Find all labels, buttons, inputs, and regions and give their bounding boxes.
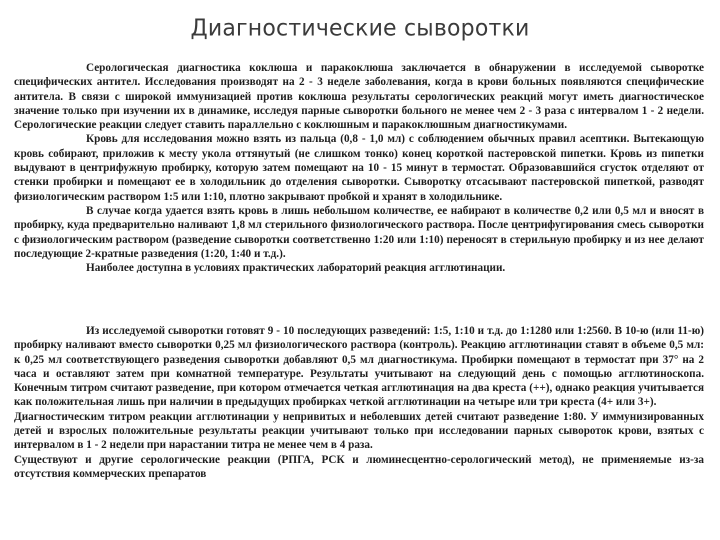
paragraph-small-volume: В случае когда удается взять кровь в лишь небольшом количестве, ее набирают в количестве 0,2 или 0,5 мл и вносят в пробирку, куда предварительно наливают 1,8 мл стерильного физиологического раствора. После центрифугирования смесь сыворотки с физиологическим раствором (разведение сыворотки соответственно 1:20 или 1:10) переносят в стерильную пробирку и из нее делают последующие 2-кратные разведения (1:20, 1:40 и т.д.). (14, 204, 704, 260)
paragraph-blood-collection: Кровь для исследования можно взять из пальца (0,8 - 1,0 мл) с соблюдением обычных правил асептики. Вытекающую кровь собирают, приложив к месту укола оттянутый (не слишком тонко) конец короткой пастеровской пипетки. Кровь из пипетки выдувают в центрифужную пробирку, которую затем помещают на 10 - 15 минут в термостат. Образовавшийся сгусток отделяют от стенки пробирки и помещают ее в холодильник до отделения сыворотки. Сыворотку отсасывают пастеровской пипеткой, разводят физиологическим раствором 1:5 или 1:10, плотно закрывают пробкой и хранят в холодильнике. (14, 133, 704, 203)
paragraph-dilutions: Из исследуемой сыворотки готовят 9 - 10 последующих разведений: 1:5, 1:10 и т.д. до 1:1280 или 1:2560. В 10-ю (или 11-ю) пробирку наливают вместо сыворотки 0,25 мл физиологического раствора (контроль). Реакцию агглютинации ставят в объеме 0,5 мл: к 0,25 мл соответствующего разведения сыворотки добавляют 0,5 мл диагностикума. Пробирки помещают в термостат при 37° на 2 часа и оставляют затем при комнатной температуре. Результаты учитывают на следующий день с помощью агглютиноскопа. Конечным титром считают разведение, при котором отмечается четкая агглютинация на два креста (++), однако реакция учитывается как положительная лишь при наличии в предыдущих пробирках четкой агглютинации на четыре или три креста (4+ или 3+). (14, 325, 704, 409)
paragraph-other-reactions: Существуют и другие серологические реакции (РПГА, РСК и люминесцентно-серологический метод), не применяемые из-за отсутствия коммерческих препаратов (14, 453, 704, 480)
paragraph-agglutination-note: Наиболее доступна в условиях практических лабораторий реакция агглютинации. (86, 262, 506, 275)
paragraph-serology-intro: Серологическая диагностика коклюша и паракоклюша заключается в обнаружении в исследуемой сыворотке специфических антител. Исследования производят на 2 - 3 неделе заболевания, когда в крови больных появляются специфические антитела. В связи с широкой иммунизацией против коклюша результаты серологических реакций могут иметь диагностическое значение только при изучении их в динамике, исследуя парные сыворотки больного не менее чем 2 - 3 раза с интервалом 1 - 2 недели. Серологические реакции следует ставить параллельно с коклюшным и паракоклюшным диагностикумами. (14, 62, 704, 132)
slide-title: Диагностические сыворотки (190, 15, 530, 42)
text-block-serology (14, 61, 704, 275)
text-block-agglutination (14, 324, 704, 481)
paragraph-diagnostic-titer: Диагностическим титром реакции агглютинации у непривитых и неболевших детей считают разведение 1:80. У иммунизированных детей и взрослых положительные результаты реакции учитывают только при исследовании парных сывороток крови, взятых с интервалом в 1 - 2 недели при нарастании титра не менее чем в 4 раза. (14, 410, 704, 452)
